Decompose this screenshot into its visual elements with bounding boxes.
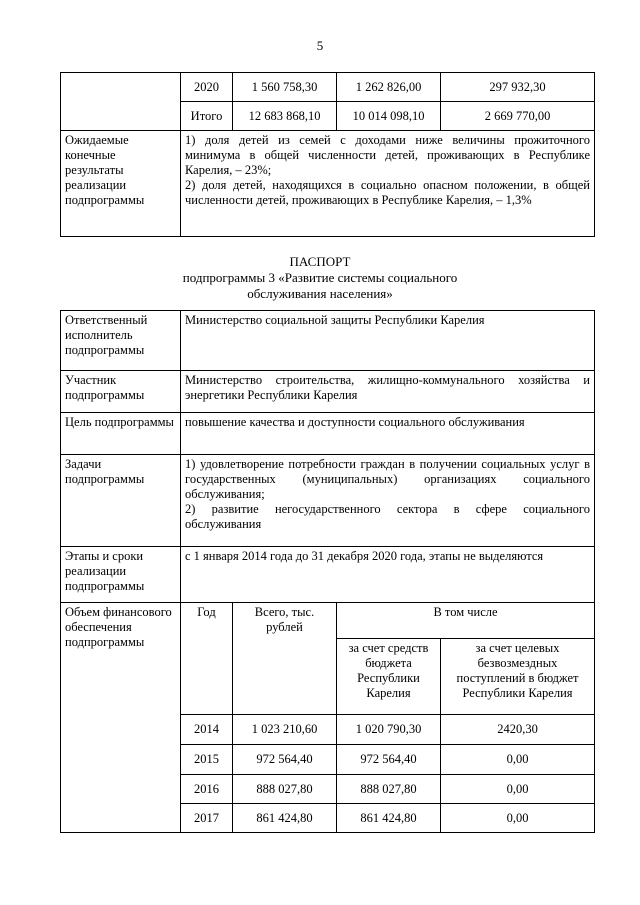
year-cell: 2020	[181, 73, 233, 102]
row-value: с 1 января 2014 года до 31 декабря 2020 года, этапы не выделяются	[181, 547, 595, 603]
col-total-header: Всего, тыс. рублей	[233, 603, 337, 715]
table-row	[61, 131, 595, 237]
row-label: Ответственный исполнитель подпрограммы	[61, 311, 181, 371]
expected-results-text	[181, 131, 595, 237]
total-cell: 1 023 210,60	[233, 715, 337, 745]
empty-label-cell	[61, 73, 181, 131]
budget-cell: 888 027,80	[337, 775, 441, 804]
row-label: Участник подпрограммы	[61, 371, 181, 413]
budget-cell: 1 262 826,00	[337, 73, 441, 102]
expected-result-1: 1) доля детей из семей с доходами ниже величины прожиточного минимума в общей численности детей, проживающих в Республике Карелия, – 23%;	[185, 133, 590, 177]
passport-subtitle-line-1: подпрограммы 3 «Развитие системы социального	[182, 270, 458, 285]
total-cell: 861 424,80	[233, 804, 337, 833]
total-cell: 888 027,80	[233, 775, 337, 804]
budget-cell: 861 424,80	[337, 804, 441, 833]
budget-cell: 10 014 098,10	[337, 102, 441, 131]
row-label: Этапы и сроки реализации подпрограммы	[61, 547, 181, 603]
row-value: повышение качества и доступности социального обслуживания	[181, 413, 595, 455]
other-cell: 297 932,30	[441, 73, 595, 102]
task-1: 1) удовлетворение потребности граждан в получении социальных услуг в государственных (муниципальных) организациях социального обслуживания;	[185, 457, 590, 501]
total-cell: 12 683 868,10	[233, 102, 337, 131]
table-row	[61, 413, 595, 455]
total-cell: 972 564,40	[233, 745, 337, 775]
col-other-header: за счет целевых безвозмездных поступлений в бюджет Республики Карелия	[441, 639, 595, 715]
finance-label: Объем финансового обеспечения подпрограммы	[61, 603, 181, 833]
table-row	[61, 455, 595, 547]
passport-subtitle-line-2: обслуживания населения»	[247, 286, 393, 301]
passport-heading	[0, 254, 640, 302]
year-cell: 2017	[181, 804, 233, 833]
year-cell: 2014	[181, 715, 233, 745]
table-row	[61, 73, 595, 102]
col-year-header: Год	[181, 603, 233, 715]
year-cell: 2015	[181, 745, 233, 775]
task-2: 2) развитие негосударственного сектора в сфере социального обслуживания	[185, 502, 590, 531]
row-label: Задачи подпрограммы	[61, 455, 181, 547]
expected-results-label: Ожидаемые конечные результаты реализации подпрограммы	[61, 131, 181, 237]
budget-cell: 972 564,40	[337, 745, 441, 775]
page-number: 5	[316, 38, 324, 53]
other-cell: 0,00	[441, 745, 595, 775]
year-cell: 2016	[181, 775, 233, 804]
budget-cell: 1 020 790,30	[337, 715, 441, 745]
expected-result-2: 2) доля детей, находящихся в социально опасном положении, в общей численности детей, проживающих в Республике Карелия, – 1,3%	[185, 178, 590, 207]
other-cell: 2420,30	[441, 715, 595, 745]
other-cell: 0,00	[441, 804, 595, 833]
row-value	[181, 455, 595, 547]
table-row	[61, 371, 595, 413]
row-value: Министерство строительства, жилищно-коммунального хозяйства и энергетики Республики Карелия	[181, 371, 595, 413]
passport-table	[60, 310, 595, 833]
year-cell: Итого	[181, 102, 233, 131]
table-row	[61, 311, 595, 371]
row-label: Цель подпрограммы	[61, 413, 181, 455]
top-finance-table	[60, 72, 595, 237]
col-including-header: В том числе	[337, 603, 595, 639]
passport-title: ПАСПОРТ	[289, 254, 351, 269]
table-row	[61, 603, 595, 639]
row-value: Министерство социальной защиты Республики Карелия	[181, 311, 595, 371]
other-cell: 2 669 770,00	[441, 102, 595, 131]
col-budget-header: за счет средств бюджета Республики Карелия	[337, 639, 441, 715]
table-row	[61, 547, 595, 603]
other-cell: 0,00	[441, 775, 595, 804]
total-cell: 1 560 758,30	[233, 73, 337, 102]
